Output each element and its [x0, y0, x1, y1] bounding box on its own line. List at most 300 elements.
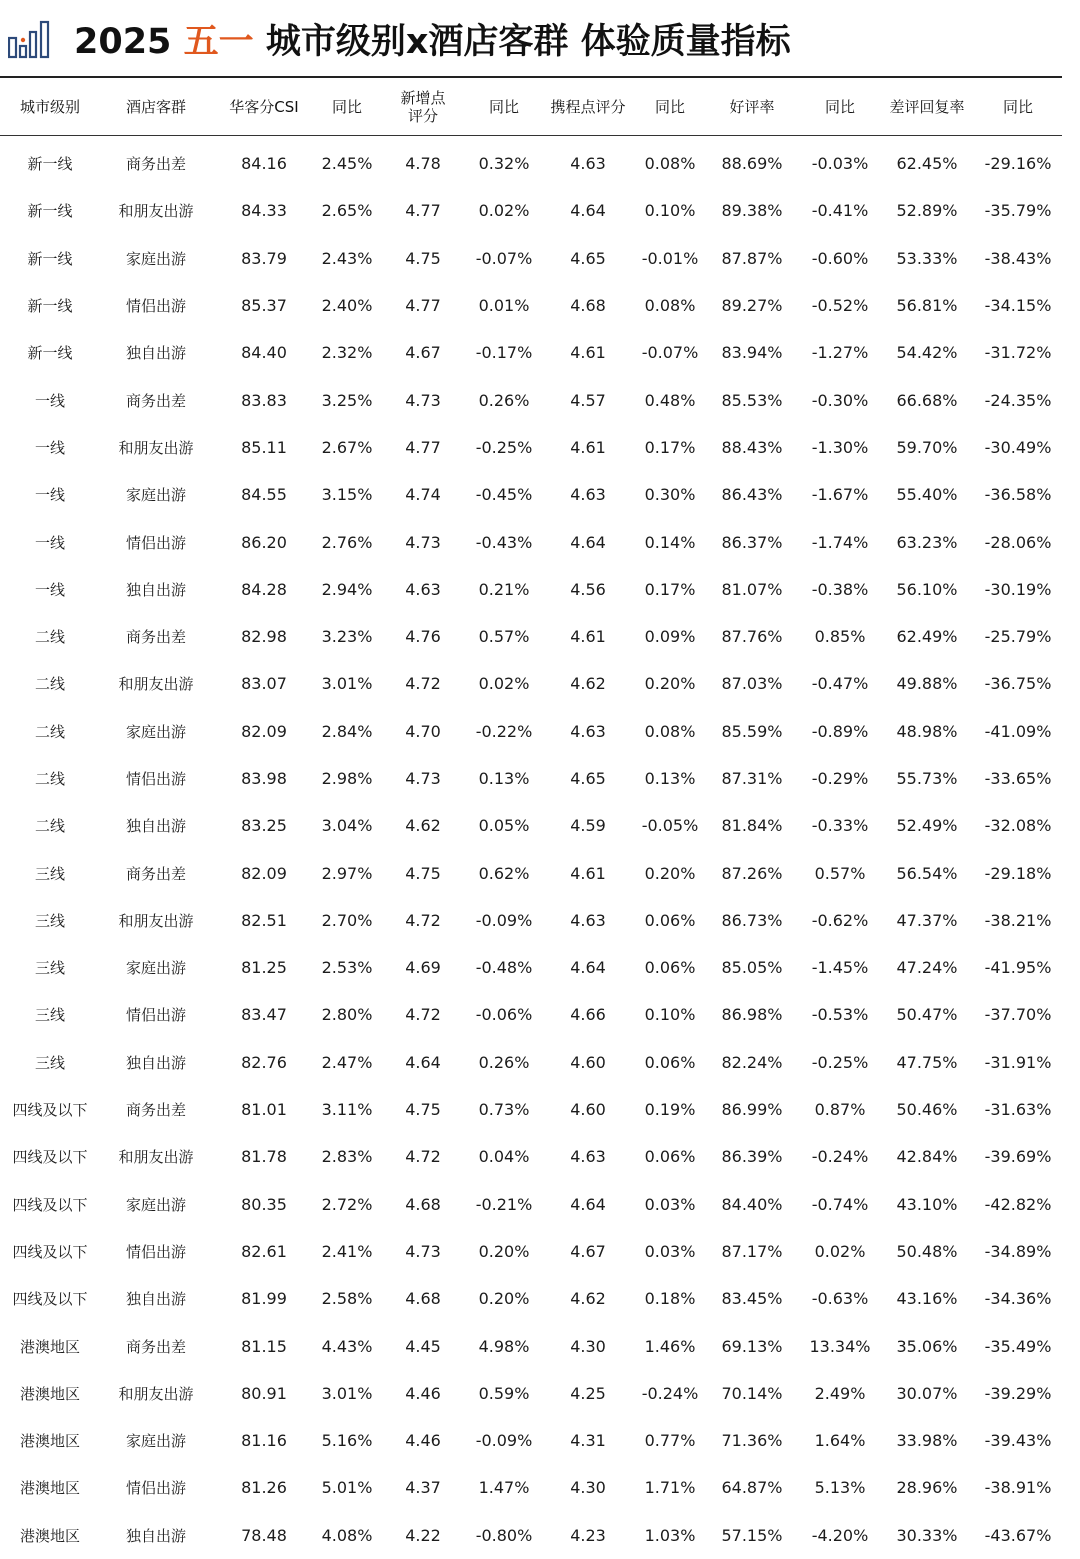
table-row: [0, 991, 1062, 1038]
table-cell: 港澳地区: [19, 1479, 80, 1498]
table-cell: -0.09%: [475, 1431, 533, 1451]
table-cell: 4.23: [570, 1525, 606, 1545]
table-cell: 83.79: [241, 248, 287, 268]
table-cell: 80.35: [241, 1194, 287, 1214]
column-header: 同比: [316, 79, 378, 136]
table-cell: 情侣出游: [125, 297, 186, 316]
table-cell: 1.03%: [644, 1525, 696, 1545]
table-cell: -0.52%: [811, 296, 869, 316]
table-cell: 4.63: [570, 910, 606, 930]
table-cell: -35.79%: [984, 201, 1052, 221]
table-cell: -37.70%: [984, 1005, 1052, 1025]
table-cell: 0.06%: [644, 1052, 696, 1072]
table-cell: 81.16: [241, 1431, 287, 1451]
table-row: [0, 424, 1062, 471]
table-cell: 4.75: [405, 1100, 441, 1120]
table-cell: 2.40%: [321, 296, 373, 316]
table-cell: 84.33: [241, 201, 287, 221]
table-row: [0, 1417, 1062, 1464]
table-cell: 0.13%: [644, 769, 696, 788]
table-cell: 4.61: [570, 627, 606, 647]
table-cell: -39.69%: [984, 1147, 1052, 1167]
table-cell: 0.03%: [644, 1194, 696, 1214]
table-cell: 85.11: [241, 437, 287, 457]
table-cell: 4.63: [570, 721, 606, 741]
table-cell: 84.40%: [721, 1194, 783, 1214]
table-cell: -30.49%: [984, 437, 1052, 457]
table-row: [0, 235, 1062, 282]
bar-chart-logo-icon: [8, 20, 52, 60]
table-cell: 78.48: [241, 1525, 287, 1545]
table-cell: 4.63: [570, 485, 606, 505]
table-cell: -0.60%: [811, 248, 869, 268]
table-cell: 4.72: [405, 1147, 441, 1167]
table-cell: 0.09%: [644, 627, 696, 647]
table-cell: 一线: [34, 438, 65, 457]
table-header: [0, 79, 1062, 136]
table-cell: 71.36%: [721, 1431, 783, 1451]
table-cell: -36.75%: [984, 674, 1052, 694]
table-cell: 2.41%: [321, 1241, 373, 1261]
table-row: [0, 1322, 1062, 1369]
table-cell: 87.03%: [721, 674, 783, 694]
table-cell: 82.98: [241, 627, 287, 647]
table-cell: 55.40%: [896, 485, 958, 505]
table-cell: 4.60: [570, 1052, 606, 1072]
table-cell: 4.68: [570, 296, 606, 316]
table-cell: -0.30%: [811, 390, 869, 410]
table-cell: 89.27%: [721, 296, 783, 316]
table-cell: 情侣出游: [125, 1242, 186, 1261]
table-cell: 43.10%: [896, 1194, 958, 1214]
column-header: 华客分CSI: [212, 79, 316, 136]
table-cell: 86.20: [241, 532, 287, 552]
table-cell: 82.24%: [721, 1052, 783, 1072]
table-cell: 新一线: [27, 155, 73, 174]
table-cell: 3.23%: [321, 627, 373, 647]
table-cell: -0.47%: [811, 674, 869, 694]
table-cell: 商务出差: [125, 864, 186, 883]
column-header: 新增点评分: [378, 79, 468, 136]
table-cell: 0.03%: [644, 1241, 696, 1261]
column-header: 同比: [468, 79, 540, 136]
table-cell: 独自出游: [125, 1290, 186, 1309]
header-divider: [0, 76, 1062, 78]
table-cell: -31.72%: [984, 343, 1052, 363]
table-cell: 2.98%: [321, 769, 373, 788]
table-cell: 三线: [34, 864, 65, 883]
table-cell: 4.22: [405, 1525, 441, 1545]
table-cell: -0.53%: [811, 1005, 869, 1025]
table-body: [0, 136, 1062, 1559]
table-cell: 87.26%: [721, 863, 783, 883]
table-cell: 82.76: [241, 1052, 287, 1072]
table-row: [0, 1228, 1062, 1275]
title-rest: 城市级别x酒店客群 体验质量指标: [265, 22, 791, 62]
table-cell: 1.46%: [644, 1336, 696, 1356]
table-cell: -0.38%: [811, 579, 869, 599]
table-cell: 情侣出游: [125, 533, 186, 552]
table-row: [0, 802, 1062, 849]
table-cell: 49.88%: [896, 674, 958, 694]
table-cell: 84.55: [241, 485, 287, 505]
table-cell: 0.19%: [644, 1100, 696, 1120]
table-cell: 0.01%: [478, 296, 530, 316]
table-cell: -0.09%: [475, 910, 533, 930]
table-cell: 新一线: [27, 344, 73, 363]
table-cell: 0.13%: [478, 769, 530, 788]
table-cell: 4.46: [405, 1383, 441, 1403]
page-title: [74, 14, 791, 70]
table-cell: 81.26: [241, 1478, 287, 1498]
table-cell: 87.17%: [721, 1241, 783, 1261]
table-cell: -31.91%: [984, 1052, 1052, 1072]
table-cell: 4.73: [405, 390, 441, 410]
table-cell: 81.78: [241, 1147, 287, 1167]
table-cell: 64.87%: [721, 1478, 783, 1498]
table-row: [0, 1181, 1062, 1228]
table-cell: 4.64: [570, 532, 606, 552]
table-cell: -0.80%: [475, 1525, 533, 1545]
table-cell: 4.77: [405, 296, 441, 316]
table-cell: 新一线: [27, 297, 73, 316]
table-row: [0, 1086, 1062, 1133]
table-cell: 85.37: [241, 296, 287, 316]
table-cell: 0.08%: [644, 721, 696, 741]
table-cell: 3.11%: [321, 1100, 373, 1120]
table-cell: -1.30%: [811, 437, 869, 457]
table-cell: 86.39%: [721, 1147, 783, 1167]
table-cell: 50.47%: [896, 1005, 958, 1025]
table-cell: 四线及以下: [12, 1101, 88, 1120]
table-cell: 55.73%: [896, 769, 958, 788]
table-cell: 4.78: [405, 154, 441, 174]
table-cell: 4.61: [570, 863, 606, 883]
table-cell: 独自出游: [125, 817, 186, 836]
table-cell: -28.06%: [984, 532, 1052, 552]
table-cell: -39.43%: [984, 1431, 1052, 1451]
column-header: 携程点评分: [540, 79, 636, 136]
table-cell: 4.77: [405, 437, 441, 457]
table-cell: 四线及以下: [12, 1148, 88, 1167]
table-row: [0, 944, 1062, 991]
table-cell: -0.25%: [811, 1052, 869, 1072]
table-row: [0, 613, 1062, 660]
table-cell: 4.46: [405, 1431, 441, 1451]
table-cell: 4.73: [405, 1241, 441, 1261]
table-cell: 独自出游: [125, 344, 186, 363]
table-cell: 82.09: [241, 863, 287, 883]
table-cell: 5.01%: [321, 1478, 373, 1498]
table-cell: 53.33%: [896, 248, 958, 268]
table-cell: 2.65%: [321, 201, 373, 221]
table-cell: 0.02%: [814, 1241, 866, 1261]
table-cell: 4.66: [570, 1005, 606, 1025]
table-cell: 和朋友出游: [118, 438, 194, 457]
column-header: 城市级别: [0, 79, 100, 136]
table-cell: 2.49%: [814, 1383, 866, 1403]
table-cell: -0.48%: [475, 958, 533, 978]
table-cell: 0.48%: [644, 390, 696, 410]
table-cell: 三线: [34, 911, 65, 930]
table-cell: 52.89%: [896, 201, 958, 221]
table-cell: 独自出游: [125, 580, 186, 599]
table-cell: 0.73%: [478, 1100, 530, 1120]
table-row: [0, 282, 1062, 329]
table-cell: 4.62: [570, 1289, 606, 1309]
table-cell: 2.97%: [321, 863, 373, 883]
table-cell: 0.08%: [644, 296, 696, 316]
table-cell: 62.49%: [896, 627, 958, 647]
table-cell: 0.26%: [478, 1052, 530, 1072]
title-highlight: 五一: [183, 22, 254, 62]
table-cell: 0.14%: [644, 532, 696, 552]
column-header: 酒店客群: [100, 79, 212, 136]
table-cell: 30.33%: [896, 1525, 958, 1545]
table-cell: -0.21%: [475, 1194, 533, 1214]
table-cell: 35.06%: [896, 1336, 958, 1356]
table-cell: 84.16: [241, 154, 287, 174]
table-cell: -30.19%: [984, 579, 1052, 599]
table-cell: -0.62%: [811, 910, 869, 930]
table-cell: 4.60: [570, 1100, 606, 1120]
table-cell: 一线: [34, 391, 65, 410]
table-cell: 83.25: [241, 816, 287, 836]
table-cell: 86.43%: [721, 485, 783, 505]
table-cell: 和朋友出游: [118, 911, 194, 930]
table-cell: 独自出游: [125, 1526, 186, 1545]
table-cell: 商务出差: [125, 1101, 186, 1120]
table-cell: 2.94%: [321, 579, 373, 599]
table-cell: -34.15%: [984, 296, 1052, 316]
table-cell: 4.43%: [321, 1336, 373, 1356]
table-cell: -0.89%: [811, 721, 869, 741]
table-row: [0, 660, 1062, 707]
table-cell: 81.84%: [721, 816, 783, 836]
table-cell: 1.64%: [814, 1431, 866, 1451]
table-cell: -38.21%: [984, 910, 1052, 930]
table-cell: 4.73: [405, 532, 441, 552]
table-cell: 47.37%: [896, 910, 958, 930]
table-cell: -0.25%: [475, 437, 533, 457]
table-row: [0, 849, 1062, 896]
table-cell: 4.75: [405, 863, 441, 883]
table-cell: 2.83%: [321, 1147, 373, 1167]
table-cell: -29.16%: [984, 154, 1052, 174]
column-header: 同比: [800, 79, 880, 136]
table-cell: 2.70%: [321, 910, 373, 930]
table-row: [0, 897, 1062, 944]
table-cell: 56.10%: [896, 579, 958, 599]
table-cell: 87.31%: [721, 769, 783, 788]
table-cell: 4.30: [570, 1336, 606, 1356]
table-cell: 港澳地区: [19, 1526, 80, 1545]
table-cell: 0.17%: [644, 437, 696, 457]
table-cell: 4.75: [405, 248, 441, 268]
table-cell: 商务出差: [125, 391, 186, 410]
title-year: 2025: [74, 22, 172, 62]
table-cell: 一线: [34, 533, 65, 552]
table-cell: 56.81%: [896, 296, 958, 316]
table-cell: 三线: [34, 1006, 65, 1025]
table-cell: 83.94%: [721, 343, 783, 363]
table-cell: 43.16%: [896, 1289, 958, 1309]
table-cell: 0.62%: [478, 863, 530, 883]
table-cell: 4.61: [570, 437, 606, 457]
table-cell: 0.06%: [644, 910, 696, 930]
table-cell: 57.15%: [721, 1525, 783, 1545]
table-cell: 2.32%: [321, 343, 373, 363]
table-cell: 二线: [34, 817, 65, 836]
table-cell: 81.07%: [721, 579, 783, 599]
table-cell: 88.69%: [721, 154, 783, 174]
table-cell: -0.45%: [475, 485, 533, 505]
table-cell: 4.56: [570, 579, 606, 599]
table-cell: -1.45%: [811, 958, 869, 978]
table-cell: 4.67: [405, 343, 441, 363]
table-cell: -0.43%: [475, 532, 533, 552]
table-cell: 84.28: [241, 579, 287, 599]
table-cell: 3.01%: [321, 1383, 373, 1403]
table-cell: -35.49%: [984, 1336, 1052, 1356]
table-cell: 0.32%: [478, 154, 530, 174]
table-cell: 1.47%: [478, 1478, 530, 1498]
table-cell: -0.22%: [475, 721, 533, 741]
table-cell: -31.63%: [984, 1100, 1052, 1120]
table-cell: 2.67%: [321, 437, 373, 457]
table-cell: 4.72: [405, 1005, 441, 1025]
table-cell: 56.54%: [896, 863, 958, 883]
table-row: [0, 1133, 1062, 1180]
table-cell: -0.07%: [641, 343, 699, 363]
table-cell: 81.25: [241, 958, 287, 978]
table-cell: 4.65: [570, 769, 606, 788]
table-cell: -43.67%: [984, 1525, 1052, 1545]
table-row: [0, 1512, 1062, 1559]
table-cell: -0.24%: [641, 1383, 699, 1403]
table-row: [0, 1464, 1062, 1511]
table-cell: -0.05%: [641, 816, 699, 836]
table-cell: 5.16%: [321, 1431, 373, 1451]
table-cell: 三线: [34, 959, 65, 978]
table-cell: 4.63: [570, 154, 606, 174]
table-cell: 4.74: [405, 485, 441, 505]
table-cell: -0.74%: [811, 1194, 869, 1214]
table-cell: 4.64: [570, 1194, 606, 1214]
table-cell: -1.74%: [811, 532, 869, 552]
table-cell: 4.37: [405, 1478, 441, 1498]
table-cell: 3.04%: [321, 816, 373, 836]
table-cell: 82.51: [241, 910, 287, 930]
table-cell: 商务出差: [125, 155, 186, 174]
table-cell: 2.43%: [321, 248, 373, 268]
table-cell: -0.07%: [475, 248, 533, 268]
table-cell: 4.68: [405, 1194, 441, 1214]
table-cell: -0.03%: [811, 154, 869, 174]
table-cell: 情侣出游: [125, 1006, 186, 1025]
table-cell: 89.38%: [721, 201, 783, 221]
table-cell: 4.63: [570, 1147, 606, 1167]
table-cell: 港澳地区: [19, 1432, 80, 1451]
table-cell: 52.49%: [896, 816, 958, 836]
table-cell: 0.57%: [478, 627, 530, 647]
table-cell: 0.77%: [644, 1431, 696, 1451]
table-cell: 0.59%: [478, 1383, 530, 1403]
table-cell: 81.01: [241, 1100, 287, 1120]
table-row: [0, 187, 1062, 234]
table-cell: -42.82%: [984, 1194, 1052, 1214]
table-cell: 商务出差: [125, 628, 186, 647]
table-cell: -0.06%: [475, 1005, 533, 1025]
table-cell: 2.58%: [321, 1289, 373, 1309]
table-cell: 4.70: [405, 721, 441, 741]
table-cell: 家庭出游: [125, 722, 186, 741]
table-cell: 新一线: [27, 249, 73, 268]
table-cell: 0.21%: [478, 579, 530, 599]
table-cell: -32.08%: [984, 816, 1052, 836]
table-cell: 0.20%: [478, 1241, 530, 1261]
table-cell: 86.37%: [721, 532, 783, 552]
table-cell: 0.02%: [478, 674, 530, 694]
table-cell: 87.76%: [721, 627, 783, 647]
table-cell: 4.64: [570, 201, 606, 221]
table-cell: 家庭出游: [125, 249, 186, 268]
column-header: 差评回复率: [880, 79, 974, 136]
page-header: [0, 0, 1080, 78]
table-cell: 0.20%: [644, 674, 696, 694]
table-cell: 4.72: [405, 674, 441, 694]
table-row: [0, 136, 1062, 188]
table-cell: 二线: [34, 770, 65, 788]
table-cell: 和朋友出游: [118, 1384, 194, 1403]
table-cell: 54.42%: [896, 343, 958, 363]
table-cell: 84.40: [241, 343, 287, 363]
table-cell: 4.77: [405, 201, 441, 221]
table-cell: 情侣出游: [125, 1479, 186, 1498]
table-cell: 0.06%: [644, 958, 696, 978]
table-row: [0, 755, 1062, 802]
table-cell: 独自出游: [125, 1053, 186, 1072]
table-cell: 家庭出游: [125, 1432, 186, 1451]
table-cell: 28.96%: [896, 1478, 958, 1498]
table-cell: -0.33%: [811, 816, 869, 836]
column-header: 同比: [636, 79, 704, 136]
table-cell: 和朋友出游: [118, 1148, 194, 1167]
table-cell: 3.25%: [321, 390, 373, 410]
table-cell: 81.15: [241, 1336, 287, 1356]
table-cell: 0.57%: [814, 863, 866, 883]
table-cell: 新一线: [27, 202, 73, 221]
table-cell: 2.76%: [321, 532, 373, 552]
table-cell: 81.99: [241, 1289, 287, 1309]
table-cell: -41.09%: [984, 721, 1052, 741]
table-cell: 0.08%: [644, 154, 696, 174]
table-cell: 86.99%: [721, 1100, 783, 1120]
table-cell: 87.87%: [721, 248, 783, 268]
table-cell: 85.59%: [721, 721, 783, 741]
table-cell: 0.20%: [644, 863, 696, 883]
table-cell: 83.98: [241, 769, 287, 788]
table-row: [0, 1370, 1062, 1417]
table-cell: 4.72: [405, 910, 441, 930]
table-cell: 4.63: [405, 579, 441, 599]
table-cell: 86.73%: [721, 910, 783, 930]
table-cell: 47.75%: [896, 1052, 958, 1072]
table-cell: 4.98%: [478, 1336, 530, 1356]
table-row: [0, 708, 1062, 755]
table-cell: 一线: [34, 580, 65, 599]
table-cell: 0.02%: [478, 201, 530, 221]
